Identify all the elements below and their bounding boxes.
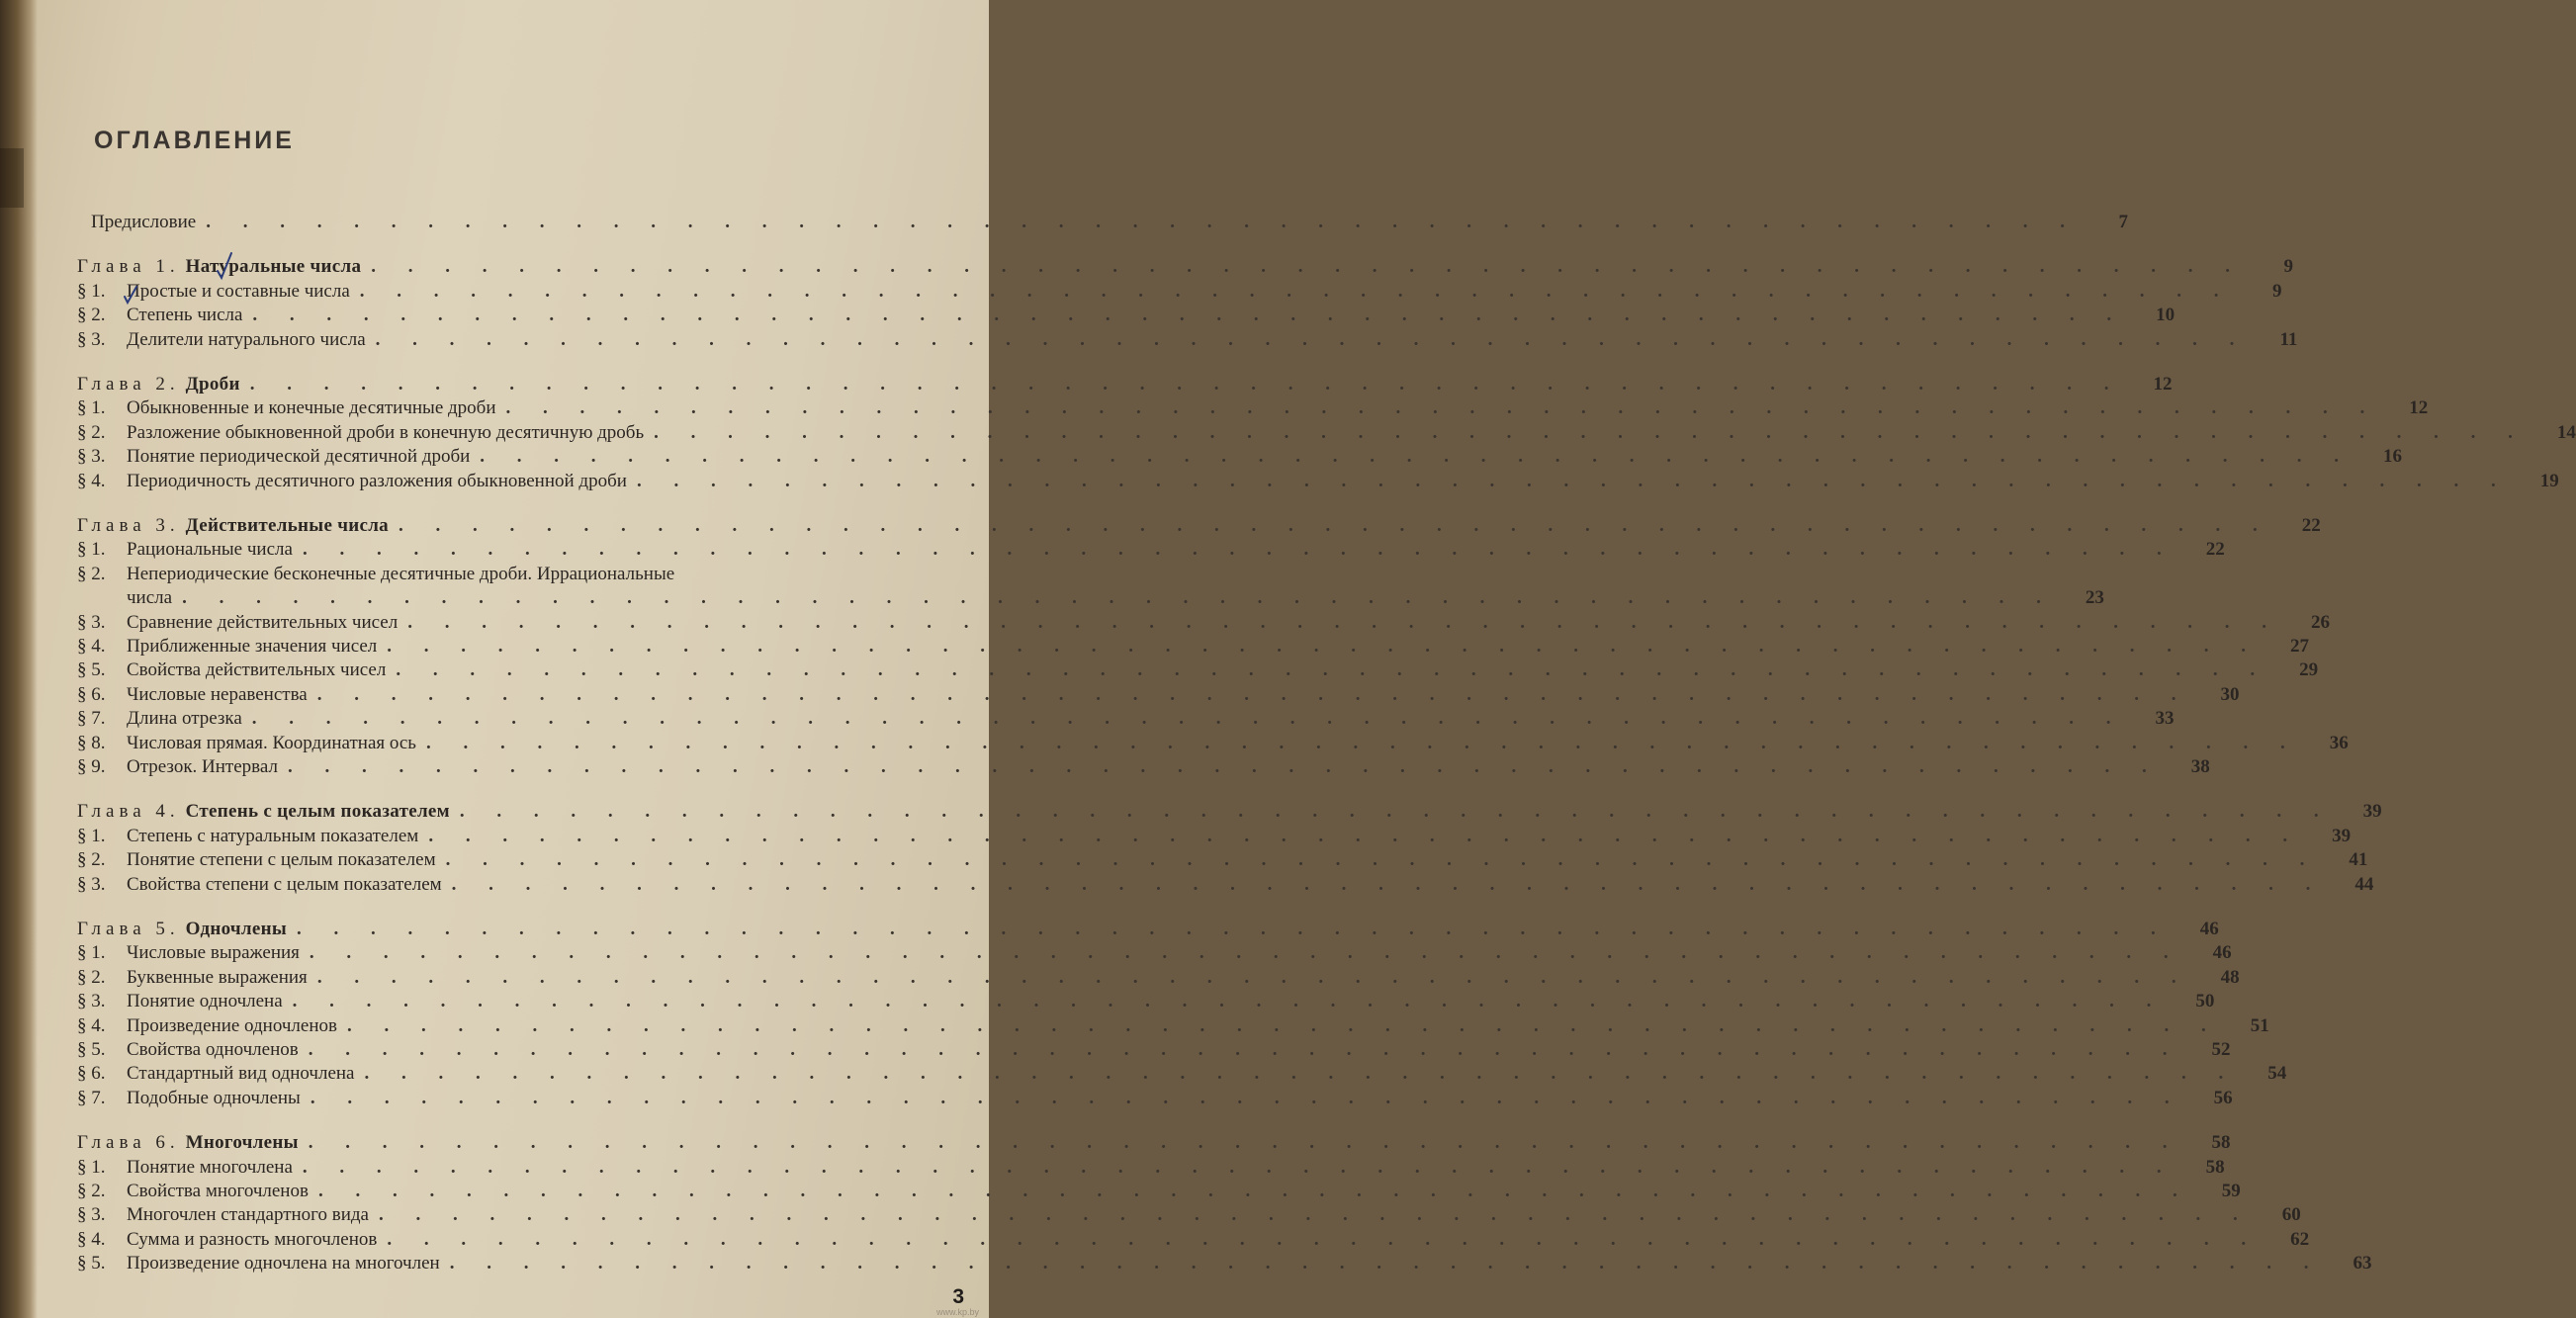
toc-section-row bbox=[77, 733, 2349, 757]
toc-entry-page: 9 bbox=[2283, 256, 2294, 277]
toc-entry-page: 60 bbox=[2281, 1204, 2301, 1225]
toc-section-row bbox=[77, 826, 2352, 850]
section-number: § 1. bbox=[77, 539, 106, 560]
pen-checkmark-icon bbox=[216, 251, 233, 281]
toc-entry-page: 10 bbox=[2156, 305, 2176, 325]
section-title: Числовые выражения bbox=[127, 942, 300, 963]
section-number: § 3. bbox=[77, 991, 106, 1011]
chapter-lead: Глава 1. bbox=[77, 256, 180, 277]
leader-dots: . . . . . . . . . . . . . . . . . . . . . . . . . . . . . . . . . . . . . . . . . . . . . . . . . . . bbox=[387, 636, 2261, 657]
leader-dots: . . . . . . . . . . . . . . . . . . . . . . . . . . . . . . . . . . . . . . . . . . . . . . . . . . . bbox=[396, 659, 2269, 680]
toc-section-row bbox=[77, 1063, 2287, 1088]
leader-dots: . . . . . . . . . . . . . . . . . . . . . . . . . . . . . . . . . . . . . . . . . . . . . . . . . . . bbox=[206, 212, 2079, 232]
section-title: Степень с натуральным показателем bbox=[127, 826, 419, 846]
leader-dots: . . . . . . . . . . . . . . . . . . . . . . . . . . . . . . . . . . . . . . . . . . . . . . . . . . . bbox=[636, 471, 2510, 491]
section-title: Свойства одночленов bbox=[127, 1039, 299, 1060]
page-title: ОГЛАВЛЕНИЕ bbox=[94, 127, 295, 154]
toc-section-row bbox=[77, 471, 2559, 495]
toc-section-row bbox=[77, 1253, 2372, 1277]
chapter-lead: Глава 3. bbox=[77, 515, 180, 536]
toc-entry-page: 16 bbox=[2383, 446, 2403, 467]
section-title: Сумма и разность многочленов bbox=[127, 1229, 378, 1250]
leader-dots: . . . . . . . . . . . . . . . . . . . . . . . . . . . . . . . . . . . . . . . . . . . . . . . . . . . bbox=[310, 1088, 2183, 1108]
section-number: § 4. bbox=[77, 1229, 106, 1250]
leader-dots: . . . . . . . . . . . . . . . . . . . . . . . . . . . . . . . . . . . . . . . . . . . . . . . . . . . bbox=[287, 756, 2161, 777]
toc-entry-page: 19 bbox=[2539, 471, 2559, 491]
section-title: Разложение обыкновенной дроби в конечную десятичную дробь bbox=[127, 422, 645, 443]
toc-section-row bbox=[77, 612, 2330, 637]
chapter-title: Многочлены bbox=[185, 1132, 299, 1153]
section-number: § 9. bbox=[77, 756, 106, 777]
section-title: Делители натурального числа bbox=[127, 329, 366, 350]
toc-section-row bbox=[77, 967, 2240, 992]
toc-entry-page: 59 bbox=[2221, 1181, 2241, 1201]
toc-section-row bbox=[77, 539, 2225, 564]
toc-entry-page: 7 bbox=[2118, 212, 2128, 232]
section-title: Понятие одночлена bbox=[127, 991, 283, 1011]
toc-entry-page: 50 bbox=[2195, 991, 2215, 1011]
section-number: § 3. bbox=[77, 1204, 106, 1225]
leader-dots: . . . . . . . . . . . . . . . . . . . . . . . . . . . . . . . . . . . . . . . . . . . . . . . . . . . bbox=[182, 587, 2055, 608]
toc-entry-page: 52 bbox=[2211, 1039, 2231, 1060]
toc-chapter-row bbox=[77, 256, 2294, 281]
leader-dots: . . . . . . . . . . . . . . . . . . . . . . . . . . . . . . . . . . . . . . . . . . . . . . . . . . . bbox=[359, 281, 2233, 302]
section-number: § 1. bbox=[77, 1157, 106, 1178]
section-title: Произведение одночлена на многочлен bbox=[127, 1253, 440, 1274]
section-title: Непериодические бесконечные десятичные дроби. Иррациональные bbox=[127, 564, 675, 584]
leader-dots: . . . . . . . . . . . . . . . . . . . . . . . . . . . . . . . . . . . . . . . . . . . . . . . . . . . bbox=[302, 1157, 2176, 1178]
toc-section-row bbox=[77, 446, 2403, 471]
section-number: § 3. bbox=[77, 446, 106, 467]
toc-entry-page: 23 bbox=[2085, 587, 2104, 608]
section-number: § 2. bbox=[77, 305, 106, 325]
toc-entry-page: 11 bbox=[2279, 329, 2298, 350]
section-number: § 3. bbox=[77, 874, 106, 895]
section-title: Подобные одночлены bbox=[127, 1088, 301, 1108]
chapter-lead: Глава 2. bbox=[77, 374, 180, 395]
toc-entry-page: 29 bbox=[2299, 659, 2319, 680]
leader-dots: . . . . . . . . . . . . . . . . . . . . . . . . . . . . . . . . . . . . . . . . . . . . . . . . . . . bbox=[451, 874, 2325, 895]
section-title: Свойства многочленов bbox=[127, 1181, 309, 1201]
section-number: § 8. bbox=[77, 733, 106, 753]
section-number: § 6. bbox=[77, 684, 106, 705]
toc-section-row bbox=[77, 942, 2232, 967]
chapter-lead: Глава 5. bbox=[77, 919, 180, 939]
section-number: § 5. bbox=[77, 1039, 106, 1060]
toc-entry-page: 46 bbox=[2199, 919, 2219, 939]
toc-entry-page: 51 bbox=[2250, 1015, 2269, 1036]
chapter-lead: Глава 4. bbox=[77, 801, 180, 822]
toc-section-row bbox=[77, 991, 2215, 1015]
toc-entry-label: Предисловие bbox=[91, 212, 197, 232]
section-number: § 2. bbox=[77, 849, 106, 870]
toc-entry-page: 33 bbox=[2155, 708, 2175, 729]
toc-section-row bbox=[77, 1204, 2301, 1229]
section-title: Свойства действительных чисел bbox=[127, 659, 387, 680]
section-title: Буквенные выражения bbox=[127, 967, 308, 988]
toc-entry-page: 54 bbox=[2267, 1063, 2287, 1084]
toc-section-row bbox=[77, 1157, 2225, 1182]
toc-entry-page: 9 bbox=[2272, 281, 2282, 302]
chapter-title: Дроби bbox=[185, 374, 240, 395]
toc-section-row bbox=[77, 849, 2368, 874]
section-number: § 7. bbox=[77, 708, 106, 729]
section-number: § 2. bbox=[77, 1181, 106, 1201]
toc-section-row bbox=[77, 1229, 2310, 1254]
pen-checkmark-icon bbox=[123, 285, 138, 305]
section-title: Числовая прямая. Координатная ось bbox=[127, 733, 416, 753]
toc-section-row bbox=[77, 659, 2319, 684]
leader-dots: . . . . . . . . . . . . . . . . . . . . . . . . . . . . . . . . . . . . . . . . . . . . . . . . . . . bbox=[449, 1253, 2323, 1274]
toc-chapter-row bbox=[77, 1132, 2231, 1157]
toc-chapter-row bbox=[77, 515, 2321, 540]
toc-entry-page: 39 bbox=[2362, 801, 2382, 822]
toc-entry-page: 58 bbox=[2205, 1157, 2225, 1178]
section-title: Многочлен стандартного вида bbox=[127, 1204, 369, 1225]
leader-dots: . . . . . . . . . . . . . . . . . . . . . . . . . . . . . . . . . . . . . . . . . . . . . . . . . . . bbox=[316, 684, 2190, 705]
toc-entry-page: 22 bbox=[2301, 515, 2321, 536]
section-title: Сравнение действительных чисел bbox=[127, 612, 399, 633]
leader-dots: . . . . . . . . . . . . . . . . . . . . . . . . . . . . . . . . . . . . . . . . . . . . . . . . . . . bbox=[375, 329, 2249, 350]
section-title: Степень числа bbox=[127, 305, 243, 325]
section-title: Понятие многочлена bbox=[127, 1157, 293, 1178]
toc-entry-page: 36 bbox=[2329, 733, 2349, 753]
toc-entry-page: 30 bbox=[2220, 684, 2240, 705]
section-title: Рациональные числа bbox=[127, 539, 293, 560]
toc-section-row bbox=[77, 1039, 2231, 1064]
section-title: Произведение одночленов bbox=[127, 1015, 337, 1036]
toc-entry-page: 62 bbox=[2290, 1229, 2310, 1250]
leader-dots: . . . . . . . . . . . . . . . . . . . . . . . . . . . . . . . . . . . . . . . . . . . . . . . . . . . bbox=[407, 612, 2280, 633]
watermark: www.kp.by bbox=[935, 1307, 979, 1317]
toc-entry-page: 14 bbox=[2556, 422, 2576, 443]
leader-dots: . . . . . . . . . . . . . . . . . . . . . . . . . . . . . . . . . . . . . . . . . . . . . . . . . . . bbox=[505, 397, 2379, 418]
chapter-title: Степень с целым показателем bbox=[185, 801, 450, 822]
leader-dots: . . . . . . . . . . . . . . . . . . . . . . . . . . . . . . . . . . . . . . . . . . . . . . . . . . . bbox=[297, 919, 2170, 939]
section-title: Длина отрезка bbox=[127, 708, 242, 729]
toc-chapter-row bbox=[77, 919, 2219, 943]
chapter-title: Одночлены bbox=[185, 919, 288, 939]
section-title: Понятие периодической десятичной дроби bbox=[127, 446, 471, 467]
toc-entry-page: 27 bbox=[2290, 636, 2310, 657]
leader-dots: . . . . . . . . . . . . . . . . . . . . . . . . . . . . . . . . . . . . . . . . . . . . . . . . . . . bbox=[252, 305, 2126, 325]
toc-entry-page: 41 bbox=[2349, 849, 2368, 870]
toc-section-row bbox=[77, 874, 2374, 899]
page-number: 3 bbox=[952, 1285, 964, 1308]
section-number: § 2. bbox=[77, 564, 106, 584]
section-number: § 4. bbox=[77, 1015, 106, 1036]
leader-dots: . . . . . . . . . . . . . . . . . . . . . . . . . . . . . . . . . . . . . . . . . . . . . . . . . . . bbox=[308, 1039, 2181, 1060]
section-number: § 3. bbox=[77, 329, 106, 350]
toc-section-continuation-row bbox=[77, 587, 2104, 612]
section-number: § 1. bbox=[77, 942, 106, 963]
leader-dots: . . . . . . . . . . . . . . . . . . . . . . . . . . . . . . . . . . . . . . . . . . . . . . . . . . . bbox=[346, 1015, 2220, 1036]
section-title: Простые и составные числа bbox=[127, 281, 350, 302]
section-number: § 5. bbox=[77, 659, 106, 680]
toc-section-row bbox=[77, 636, 2310, 660]
section-number: § 2. bbox=[77, 422, 106, 443]
leader-dots: . . . . . . . . . . . . . . . . . . . . . . . . . . . . . . . . . . . . . . . . . . . . . . . . . . . bbox=[428, 826, 2302, 846]
section-number: § 1. bbox=[77, 397, 106, 418]
toc-entry-page: 58 bbox=[2211, 1132, 2231, 1153]
leader-dots: . . . . . . . . . . . . . . . . . . . . . . . . . . . . . . . . . . . . . . . . . . . . . . . . . . . bbox=[459, 801, 2333, 822]
leader-dots: . . . . . . . . . . . . . . . . . . . . . . . . . . . . . . . . . . . . . . . . . . . . . . . . . . . bbox=[480, 446, 2354, 467]
section-number: § 4. bbox=[77, 636, 106, 657]
section-number: § 6. bbox=[77, 1063, 106, 1084]
leader-dots: . . . . . . . . . . . . . . . . . . . . . . . . . . . . . . . . . . . . . . . . . . . . . . . . . . . bbox=[249, 374, 2123, 395]
toc-section-row bbox=[77, 564, 952, 588]
toc-section-row bbox=[77, 281, 2282, 306]
section-number: § 7. bbox=[77, 1088, 106, 1108]
chapter-title: Действительные числа bbox=[185, 515, 389, 536]
toc-section-row bbox=[77, 756, 2210, 781]
section-title: Свойства степени с целым показателем bbox=[127, 874, 442, 895]
toc-section-row bbox=[77, 708, 2175, 733]
section-number: § 1. bbox=[77, 281, 106, 302]
leader-dots: . . . . . . . . . . . . . . . . . . . . . . . . . . . . . . . . . . . . . . . . . . . . . . . . . . . bbox=[654, 422, 2527, 443]
section-number: § 3. bbox=[77, 612, 106, 633]
section-number: § 4. bbox=[77, 471, 106, 491]
chapter-lead: Глава 6. bbox=[77, 1132, 180, 1153]
leader-dots: . . . . . . . . . . . . . . . . . . . . . . . . . . . . . . . . . . . . . . . . . . . . . . . . . . . bbox=[445, 849, 2319, 870]
toc-entry-page: 56 bbox=[2213, 1088, 2233, 1108]
leader-dots: . . . . . . . . . . . . . . . . . . . . . . . . . . . . . . . . . . . . . . . . . . . . . . . . . . . bbox=[387, 1229, 2261, 1250]
leader-dots: . . . . . . . . . . . . . . . . . . . . . . . . . . . . . . . . . . . . . . . . . . . . . . . . . . . bbox=[292, 991, 2166, 1011]
toc-section-row bbox=[77, 397, 2429, 422]
leader-dots: . . . . . . . . . . . . . . . . . . . . . . . . . . . . . . . . . . . . . . . . . . . . . . . . . . . bbox=[378, 1204, 2252, 1225]
leader-dots: . . . . . . . . . . . . . . . . . . . . . . . . . . . . . . . . . . . . . . . . . . . . . . . . . . . bbox=[251, 708, 2125, 729]
toc-chapter-row bbox=[77, 374, 2173, 398]
toc-entry-page: 12 bbox=[2409, 397, 2429, 418]
toc-entry-page: 22 bbox=[2205, 539, 2225, 560]
toc-entry-page: 63 bbox=[2353, 1253, 2372, 1274]
toc-entry-page: 48 bbox=[2220, 967, 2240, 988]
leader-dots: . . . . . . . . . . . . . . . . . . . . . . . . . . . . . . . . . . . . . . . . . . . . . . . . . . . bbox=[425, 733, 2299, 753]
toc-section-row bbox=[77, 422, 2576, 447]
chapter-title: Натуральные числа bbox=[185, 256, 362, 277]
section-title-continued: числа bbox=[127, 587, 173, 608]
toc-section-row bbox=[77, 1015, 2269, 1040]
leader-dots: . . . . . . . . . . . . . . . . . . . . . . . . . . . . . . . . . . . . . . . . . . . . . . . . . . . bbox=[302, 539, 2176, 560]
toc-entry-page: 38 bbox=[2190, 756, 2210, 777]
section-title: Понятие степени с целым показателем bbox=[127, 849, 436, 870]
toc-entry-page: 12 bbox=[2153, 374, 2173, 395]
toc-section-row bbox=[77, 684, 2240, 709]
leader-dots: . . . . . . . . . . . . . . . . . . . . . . . . . . . . . . . . . . . . . . . . . . . . . . . . . . . bbox=[317, 1181, 2191, 1201]
toc-section-row bbox=[77, 1181, 2241, 1205]
leader-dots: . . . . . . . . . . . . . . . . . . . . . . . . . . . . . . . . . . . . . . . . . . . . . . . . . . . bbox=[398, 515, 2271, 536]
leader-dots: . . . . . . . . . . . . . . . . . . . . . . . . . . . . . . . . . . . . . . . . . . . . . . . . . . . bbox=[308, 1132, 2181, 1153]
section-number: § 1. bbox=[77, 826, 106, 846]
section-title: Обыкновенные и конечные десятичные дроби bbox=[127, 397, 496, 418]
toc-entry-page: 46 bbox=[2212, 942, 2232, 963]
leader-dots: . . . . . . . . . . . . . . . . . . . . . . . . . . . . . . . . . . . . . . . . . . . . . . . . . . . bbox=[316, 967, 2190, 988]
section-title: Периодичность десятичного разложения обыкновенной дроби bbox=[127, 471, 627, 491]
section-title: Приближенные значения чисел bbox=[127, 636, 378, 657]
leader-dots: . . . . . . . . . . . . . . . . . . . . . . . . . . . . . . . . . . . . . . . . . . . . . . . . . . . bbox=[364, 1063, 2238, 1084]
toc-entry-page: 39 bbox=[2332, 826, 2352, 846]
toc-section-row bbox=[77, 329, 2298, 354]
toc-entry-page: 44 bbox=[2354, 874, 2374, 895]
leader-dots: . . . . . . . . . . . . . . . . . . . . . . . . . . . . . . . . . . . . . . . . . . . . . . . . . . . bbox=[371, 256, 2245, 277]
section-title: Числовые неравенства bbox=[127, 684, 308, 705]
leader-dots: . . . . . . . . . . . . . . . . . . . . . . . . . . . . . . . . . . . . . . . . . . . . . . . . . . . bbox=[309, 942, 2182, 963]
section-number: § 2. bbox=[77, 967, 106, 988]
toc-section-row bbox=[77, 1088, 2233, 1112]
toc-entry-page: 26 bbox=[2310, 612, 2330, 633]
section-number: § 5. bbox=[77, 1253, 106, 1274]
section-title: Отрезок. Интервал bbox=[127, 756, 278, 777]
toc-section-row bbox=[77, 305, 2176, 329]
edge-shadow bbox=[0, 148, 24, 208]
section-title: Стандартный вид одночлена bbox=[127, 1063, 355, 1084]
toc-preface-row bbox=[77, 212, 2128, 236]
toc-chapter-row bbox=[77, 801, 2382, 826]
